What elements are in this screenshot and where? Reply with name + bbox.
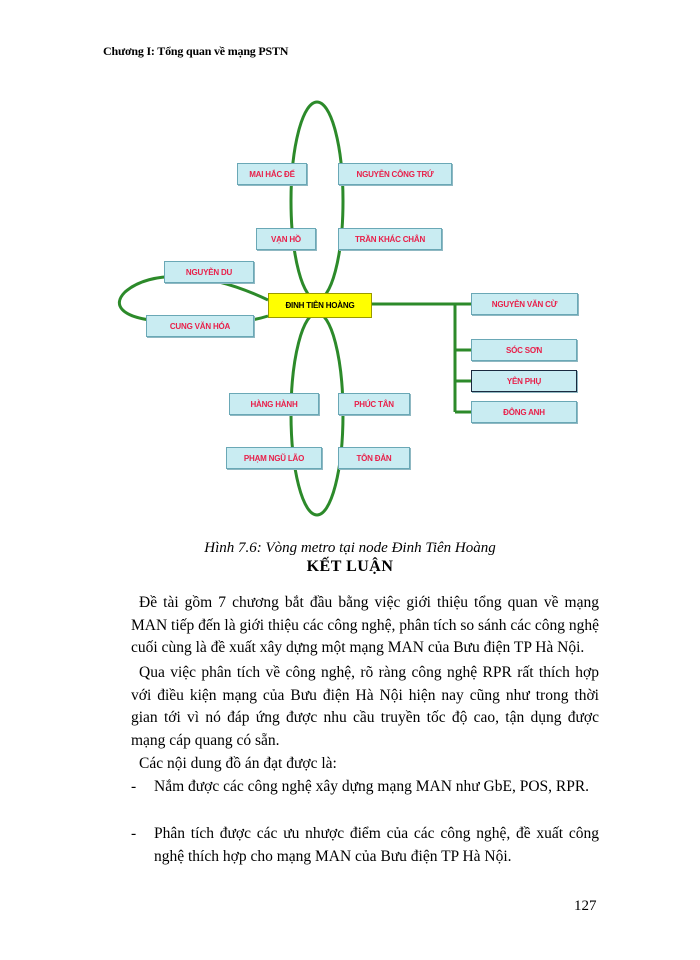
list-item-text: Nắm được các công nghệ xây dựng mạng MAN như GbE, POS, RPR.	[154, 778, 590, 795]
node-dinh-tien-hoang: ĐINH TIÊN HOÀNG	[268, 293, 372, 318]
page-number: 127	[574, 898, 597, 914]
node-nguyen-du: NGUYỄN DU	[164, 261, 254, 283]
figure-caption: Hình 7.6: Vòng metro tại node Đinh Tiên Hoàng	[204, 540, 496, 556]
node-van-ho: VẠN HỒ	[256, 228, 316, 250]
page-header: Chương I: Tổng quan về mạng PSTN	[103, 44, 289, 58]
node-dong-anh: ĐÔNG ANH	[471, 401, 577, 423]
node-cung-van-hoa: CUNG VĂN HÓA	[146, 315, 254, 337]
node-nguyen-cong-tru: NGUYỄN CÔNG TRỨ	[338, 163, 452, 185]
node-yen-phu: YÊN PHỤ	[471, 370, 577, 392]
node-mai-hac-de: MAI HẮC ĐẾ	[237, 163, 307, 185]
node-phuc-tan: PHÚC TÂN	[338, 393, 410, 415]
section-heading: KẾT LUẬN	[306, 558, 394, 575]
paragraph-results-lead: Các nội dung đồ án đạt được là:	[139, 755, 337, 772]
node-tran-khac-chan: TRẦN KHÁC CHÂN	[338, 228, 442, 250]
node-hang-hanh: HÀNG HÀNH	[229, 393, 319, 415]
paragraph-analysis: Qua việc phân tích về công nghệ, rõ ràng công nghệ RPR rất thích hợp với điều kiện mạng của Bưu điện Hà Nội hiện nay cũng như trong thời gian tới vì nó đáp ứng được nhu cầu truyền tốc độ cao, tận dụng được mạng cáp quang có sẵn.	[131, 664, 599, 749]
list-item	[131, 776, 599, 799]
list-item	[131, 823, 599, 868]
upper-ring	[291, 102, 343, 300]
list-item-text: Phân tích được các ưu nhược điểm của các công nghệ, đề xuất công nghệ thích hợp cho mạng MAN của Bưu điện TP Hà Nội.	[154, 825, 599, 865]
list-dash: -	[131, 778, 137, 795]
node-soc-son: SÓC SƠN	[471, 339, 577, 361]
list-dash: -	[131, 825, 137, 842]
node-nguyen-van-cu: NGUYỄN VĂN CỪ	[471, 293, 578, 315]
node-pham-ngu-lao: PHẠM NGŨ LÃO	[226, 447, 322, 469]
node-ton-dan: TÔN ĐẢN	[338, 447, 410, 469]
paragraph-intro: Đề tài gồm 7 chương bắt đầu bằng việc giới thiệu tổng quan về mạng MAN tiếp đến là giới thiệu các công nghệ, phân tích so sánh các công nghệ cuối cùng là đề xuất xây dựng một mạng MAN của Bưu điện TP Hà Nội.	[131, 594, 599, 656]
